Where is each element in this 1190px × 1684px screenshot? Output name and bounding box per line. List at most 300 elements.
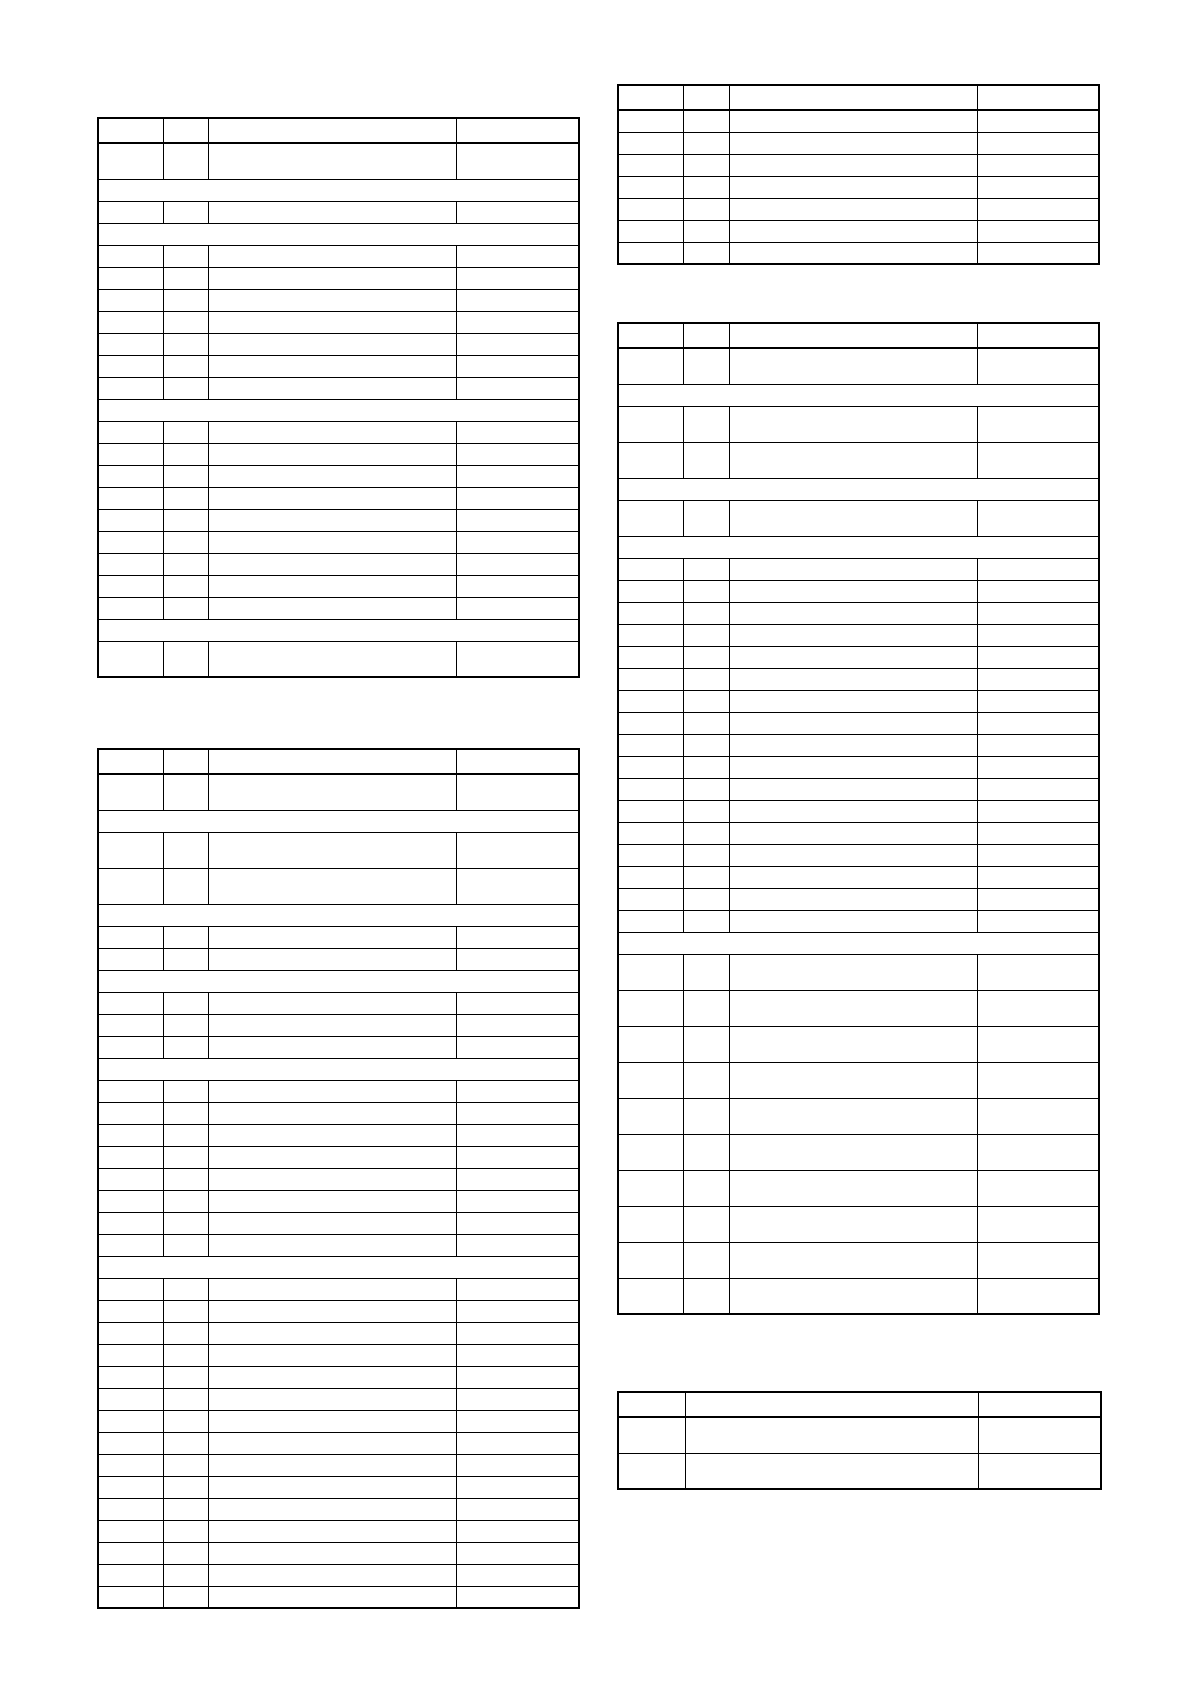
table-cell [208,597,456,619]
table-cell [729,624,977,646]
table-cell [618,646,683,668]
table-row [618,442,1099,478]
table-row [618,500,1099,536]
table-cell [683,756,729,778]
section-cell [618,932,1099,954]
table-cell [208,1300,456,1322]
table-cell [208,868,456,904]
table-cell [456,267,579,289]
table-cell [98,1542,163,1564]
table-row [98,1322,579,1344]
table-header-row [98,749,579,774]
table-cell [163,575,208,597]
table-row [98,1564,579,1586]
table-row [98,1234,579,1256]
table-cell [729,602,977,624]
table-cell [618,844,683,866]
table-cell [729,866,977,888]
table-cell [208,1190,456,1212]
table-cell [163,1080,208,1102]
section-cell [98,1256,579,1278]
table-cell [163,1586,208,1608]
table-cell [683,1098,729,1134]
table-cell [683,800,729,822]
table-cell [163,1300,208,1322]
table-cell [208,1146,456,1168]
section-cell [618,478,1099,500]
table-cell [683,624,729,646]
table-cell [977,580,1099,602]
table-cell [208,948,456,970]
table-cell [163,1366,208,1388]
table-cell [683,1134,729,1170]
table-cell [208,289,456,311]
table-cell [98,1168,163,1190]
table-cell [163,1542,208,1564]
table-1-body [98,118,579,677]
table-cell [208,377,456,399]
table-cell [977,990,1099,1026]
table-3 [617,84,1100,265]
table-cell [729,242,977,264]
table-cell [98,926,163,948]
table-cell [618,1242,683,1278]
table-row [618,800,1099,822]
table-cell [618,1134,683,1170]
table-cell [208,267,456,289]
table-cell [456,832,579,868]
table-cell [208,553,456,575]
table-cell [98,201,163,223]
table-cell [163,421,208,443]
table-cell [208,531,456,553]
table-cell [977,220,1099,242]
table-3-body [618,85,1099,264]
table-cell [456,926,579,948]
table-cell [683,734,729,756]
table-row [98,531,579,553]
table-section-row [98,399,579,421]
table-cell [456,1432,579,1454]
table-cell [163,1102,208,1124]
table-cell [208,1168,456,1190]
table-cell [98,1322,163,1344]
table-cell [729,822,977,844]
table-cell [163,992,208,1014]
table-row [98,1410,579,1432]
table-cell [456,1520,579,1542]
table-cell [683,1278,729,1314]
table-row [98,333,579,355]
table-cell [618,1062,683,1098]
table-cell [977,500,1099,536]
header-cell [618,323,683,348]
table-section-row [98,970,579,992]
table-cell [683,198,729,220]
table-cell [456,1410,579,1432]
table-cell [208,311,456,333]
table-cell [618,910,683,932]
table-cell [977,690,1099,712]
table-cell [978,1453,1101,1489]
table-cell [163,1344,208,1366]
table-row [98,1212,579,1234]
table-cell [685,1417,978,1453]
table-row [98,1388,579,1410]
table-cell [456,355,579,377]
table-row [98,553,579,575]
table-cell [208,1102,456,1124]
table-cell [98,1432,163,1454]
table-cell [618,778,683,800]
table-cell [977,712,1099,734]
table-cell [683,242,729,264]
table-cell [977,1026,1099,1062]
table-cell [977,646,1099,668]
table-cell [98,641,163,677]
table-cell [208,1036,456,1058]
table-cell [163,143,208,179]
table-row [98,1190,579,1212]
table-cell [683,954,729,990]
table-cell [618,198,683,220]
table-cell [208,926,456,948]
table-row [618,406,1099,442]
table-cell [618,348,683,384]
table-cell [977,1134,1099,1170]
table-cell [163,1190,208,1212]
table-cell [98,597,163,619]
table-cell [208,421,456,443]
table-row [618,1134,1099,1170]
table-row [98,245,579,267]
table-row [618,1453,1101,1489]
table-cell [618,176,683,198]
table-cell [683,778,729,800]
table-row [618,822,1099,844]
table-cell [456,465,579,487]
table-cell [98,1234,163,1256]
table-cell [977,602,1099,624]
table-cell [456,1234,579,1256]
table-cell [618,866,683,888]
table-cell [98,311,163,333]
table-cell [163,597,208,619]
table-cell [977,1242,1099,1278]
table-cell [618,558,683,580]
table-cell [618,154,683,176]
table-cell [729,756,977,778]
header-cell [683,85,729,110]
table-cell [163,774,208,810]
table-row [618,198,1099,220]
table-cell [98,377,163,399]
table-cell [98,1036,163,1058]
table-cell [618,1026,683,1062]
table-section-row [618,536,1099,558]
table-section-row [98,223,579,245]
table-cell [98,948,163,970]
table-cell [456,1212,579,1234]
table-cell [618,990,683,1026]
header-cell [685,1392,978,1417]
header-cell [163,118,208,143]
table-header-row [618,85,1099,110]
table-cell [456,868,579,904]
table-cell [683,154,729,176]
table-cell [208,487,456,509]
table-cell [456,1366,579,1388]
header-cell [456,118,579,143]
table-cell [163,1432,208,1454]
table-cell [98,289,163,311]
table-cell [683,712,729,734]
table-cell [618,220,683,242]
section-cell [98,970,579,992]
section-cell [98,223,579,245]
table-cell [618,1417,685,1453]
table-cell [977,198,1099,220]
table-cell [98,1278,163,1300]
table-cell [977,110,1099,132]
table-cell [163,465,208,487]
table-cell [729,1278,977,1314]
table-cell [208,774,456,810]
table-cell [208,1124,456,1146]
section-cell [618,536,1099,558]
table-cell [163,1388,208,1410]
table-row [98,641,579,677]
table-cell [729,348,977,384]
table-cell [456,1388,579,1410]
table-row [98,1432,579,1454]
table-cell [456,143,579,179]
table-row [618,348,1099,384]
section-cell [98,619,579,641]
table-row [618,712,1099,734]
table-cell [98,1124,163,1146]
table-cell [98,868,163,904]
header-cell [163,749,208,774]
table-cell [977,910,1099,932]
table-row [618,220,1099,242]
table-cell [618,500,683,536]
table-section-row [618,478,1099,500]
table-cell [456,333,579,355]
table-cell [98,1476,163,1498]
table-cell [98,1300,163,1322]
table-cell [456,1454,579,1476]
table-cell [977,132,1099,154]
table-cell [977,1170,1099,1206]
table-row [98,377,579,399]
table-cell [208,1586,456,1608]
table-row [618,1278,1099,1314]
table-row [98,1520,579,1542]
table-row [98,1102,579,1124]
table-cell [208,333,456,355]
table-cell [683,1170,729,1206]
table-row [98,1344,579,1366]
table-row [98,355,579,377]
table-5 [617,1391,1102,1490]
table-row [618,888,1099,910]
table-row [618,558,1099,580]
table-cell [977,1206,1099,1242]
table-cell [977,888,1099,910]
table-cell [977,348,1099,384]
table-cell [208,1476,456,1498]
table-cell [456,443,579,465]
table-row [98,487,579,509]
table-cell [618,954,683,990]
table-cell [729,1026,977,1062]
table-cell [683,1242,729,1278]
table-cell [98,575,163,597]
table-header-row [618,1392,1101,1417]
table-header-row [98,118,579,143]
table-cell [456,1014,579,1036]
table-row [618,1242,1099,1278]
table-4 [617,322,1100,1315]
header-cell [208,749,456,774]
table-row [98,1454,579,1476]
table-cell [618,1453,685,1489]
table-cell [729,176,977,198]
table-cell [683,1062,729,1098]
table-cell [98,1498,163,1520]
table-cell [98,1410,163,1432]
table-cell [977,734,1099,756]
table-cell [163,333,208,355]
table-cell [163,1146,208,1168]
table-cell [977,866,1099,888]
table-row [618,844,1099,866]
table-cell [729,990,977,1026]
table-cell [977,756,1099,778]
table-row [98,832,579,868]
table-cell [683,110,729,132]
table-cell [618,1170,683,1206]
table-section-row [618,384,1099,406]
table-cell [163,509,208,531]
table-cell [163,289,208,311]
table-cell [456,641,579,677]
table-cell [208,465,456,487]
table-cell [729,800,977,822]
table-cell [163,1014,208,1036]
table-row [98,774,579,810]
table-cell [618,734,683,756]
table-cell [208,832,456,868]
table-cell [208,1542,456,1564]
table-row [98,868,579,904]
table-cell [685,1453,978,1489]
table-cell [163,1212,208,1234]
header-cell [98,118,163,143]
table-cell [729,1062,977,1098]
table-cell [456,1300,579,1322]
header-cell [618,85,683,110]
header-cell [977,323,1099,348]
table-cell [683,690,729,712]
table-cell [978,1417,1101,1453]
table-cell [683,990,729,1026]
table-cell [208,1344,456,1366]
table-cell [977,558,1099,580]
table-cell [98,1520,163,1542]
section-cell [98,904,579,926]
table-cell [163,487,208,509]
table-cell [683,442,729,478]
table-cell [163,1498,208,1520]
table-cell [977,778,1099,800]
table-row [98,1586,579,1608]
table-cell [208,509,456,531]
table-section-row [98,810,579,832]
table-row [618,580,1099,602]
table-cell [163,1322,208,1344]
table-cell [208,355,456,377]
table-cell [163,868,208,904]
table-cell [618,712,683,734]
table-cell [456,1476,579,1498]
table-cell [163,531,208,553]
table-cell [729,668,977,690]
table-cell [456,1564,579,1586]
table-cell [98,267,163,289]
table-row [618,1417,1101,1453]
table-cell [163,641,208,677]
table-cell [729,778,977,800]
table-section-row [98,904,579,926]
table-cell [683,500,729,536]
table-cell [163,948,208,970]
table-cell [163,267,208,289]
table-cell [618,822,683,844]
table-section-row [98,619,579,641]
table-row [98,1036,579,1058]
table-cell [98,1564,163,1586]
table-cell [456,1036,579,1058]
table-cell [683,844,729,866]
table-cell [977,1098,1099,1134]
table-cell [683,1026,729,1062]
table-cell [456,1146,579,1168]
table-cell [98,465,163,487]
table-cell [163,355,208,377]
table-5-body [618,1392,1101,1489]
table-row [98,421,579,443]
table-cell [98,1586,163,1608]
table-row [618,646,1099,668]
table-row [98,443,579,465]
table-cell [456,289,579,311]
header-cell [618,1392,685,1417]
table-row [618,154,1099,176]
table-cell [208,1454,456,1476]
table-cell [208,1410,456,1432]
table-row [618,624,1099,646]
table-cell [683,888,729,910]
table-cell [729,888,977,910]
table-row [98,1146,579,1168]
table-cell [618,132,683,154]
table-cell [683,668,729,690]
table-cell [456,1322,579,1344]
table-cell [977,176,1099,198]
table-cell [977,668,1099,690]
